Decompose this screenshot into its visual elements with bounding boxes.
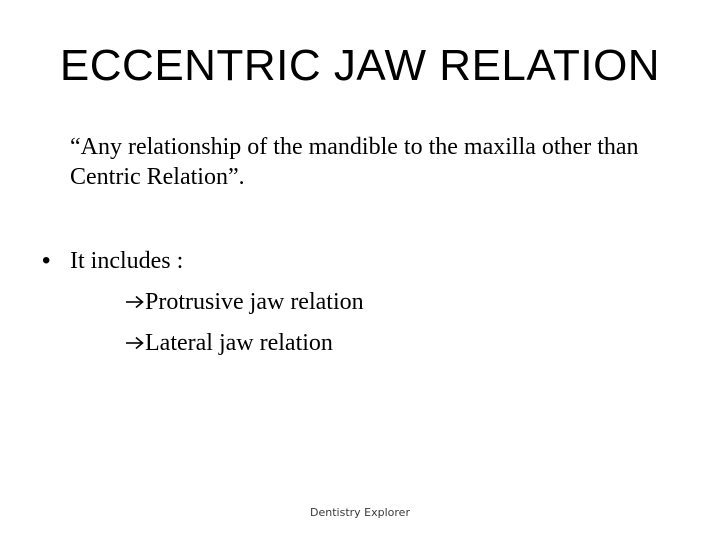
bullet-marker: • xyxy=(42,247,51,274)
sub-item-protrusive xyxy=(125,287,364,317)
sub-item-label: Lateral jaw relation xyxy=(145,330,333,356)
sub-item-label: Protrusive jaw relation xyxy=(145,289,364,315)
sub-item-lateral xyxy=(125,328,333,358)
footer-text: Dentistry Explorer xyxy=(310,506,410,519)
right-arrow-icon xyxy=(125,335,145,351)
right-arrow-icon xyxy=(125,294,145,310)
definition-quote: “Any relationship of the mandible to the maxilla other than Centric Relation”. xyxy=(70,134,639,190)
slide-title: ECCENTRIC JAW RELATION xyxy=(59,41,661,90)
bullet-text: It includes : xyxy=(70,248,184,274)
bullet-item xyxy=(42,246,183,276)
